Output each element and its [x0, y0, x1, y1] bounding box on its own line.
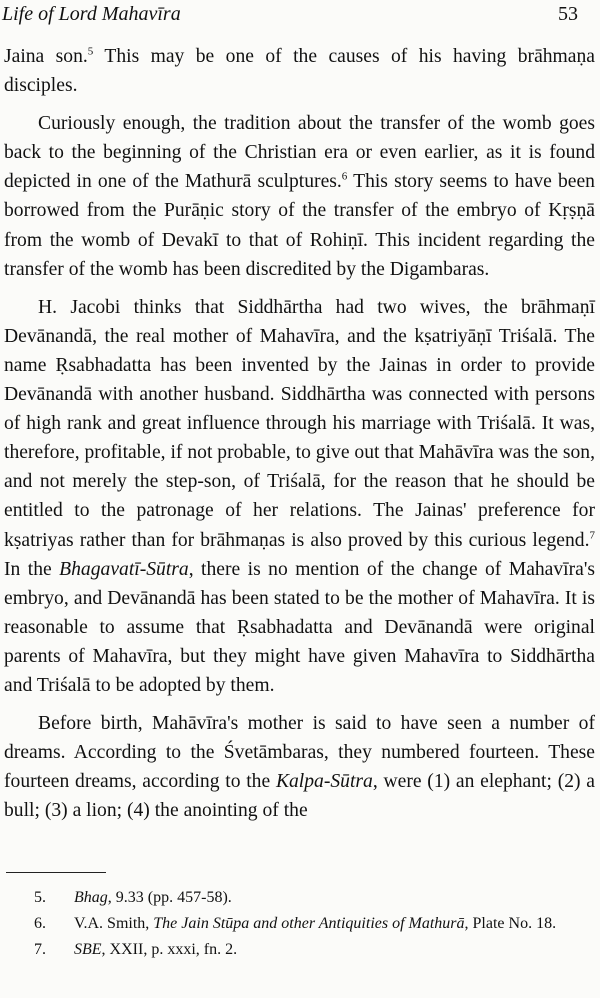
text-run: Before birth, Mahāvīra's mother is said to have seen a number of dreams. According to the Śvetāmbaras, they numbered fourteen. These fourteen dreams, according to the	[4, 713, 595, 793]
footnote-text	[74, 941, 237, 958]
footnote-ref: 6	[341, 170, 348, 183]
footnotes	[34, 886, 564, 964]
paragraph-4	[4, 709, 595, 825]
footnote-5	[34, 886, 564, 909]
text-run: This may be one of the causes of his having brāhmaṇa disciples.	[4, 46, 595, 97]
footnote-number: 5.	[34, 889, 46, 906]
footnote-number: 6.	[34, 915, 46, 932]
footnote-text	[74, 889, 232, 906]
paragraph-2	[4, 109, 595, 284]
text-run: V.A. Smith,	[74, 915, 154, 932]
text-run: , 9.33 (pp. 457-58).	[107, 889, 232, 906]
text-run: , were (1) an elephant; (2) a bull; (3) a lion; (4) the anointing of the	[4, 771, 595, 822]
running-title: Life of Lord Mahavīra	[2, 3, 181, 25]
footnote-divider	[6, 872, 106, 873]
text-run: In the	[4, 558, 60, 580]
paragraph-1	[4, 42, 595, 100]
body-text	[4, 42, 595, 834]
italic-text: The Jain Stūpa and other Antiquities of Mathurā	[153, 915, 465, 932]
footnote-ref: 7	[589, 528, 595, 541]
text-run: , Plate No. 18.	[464, 915, 557, 932]
footnote-number: 7.	[34, 941, 46, 958]
footnote-7	[34, 938, 564, 961]
footnote-text	[74, 915, 556, 932]
text-run: Jaina son.	[4, 46, 88, 67]
page-number: 53	[558, 3, 578, 25]
italic-text: Kalpa-Sūtra	[275, 771, 373, 793]
footnote-6	[34, 912, 564, 935]
italic-text: Bhag	[74, 889, 108, 906]
text-run: H. Jacobi thinks that Siddhārtha had two wives, the brāhmaṇī Devānandā, the real mother of Mahavīra, and the kṣatriyāṇī Triśalā. The name Ṛsabhadatta has been invented by the Jainas in order to provide Devānandā with another husband. Siddhārtha was connected with persons of high rank and great influence through his marriage with Triśalā. It was, therefore, profitable, if not probable, to give out that Mahāvīra was the son, and not merely the step-son, of Triśalā, for the reason that he should be entitled to the patronage of her relations. The Jainas' preference for kṣatriyas rather than for brāhmaṇas is also proved by this curious legend.	[4, 296, 595, 551]
italic-text: SBE	[74, 941, 102, 958]
italic-text: Bhagavatī-Sūtra	[59, 558, 189, 580]
text-run: Curiously enough, the tradition about the transfer of the womb goes back to the beginning of the Christian era or even earlier, as it is found depicted in one of the Mathurā sculptures.	[4, 113, 595, 193]
footnote-ref: 5	[87, 45, 94, 58]
paragraph-3	[4, 293, 595, 700]
text-run: , XXII, p. xxxi, fn. 2.	[101, 941, 238, 958]
text-run: , there is no mention of the change of Mahavīra's embryo, and Devānandā has been stated to be the mother of Mahavīra. It is reasonable to assume that Ṛsabhadatta and Devānandā were original parents of Mahavīra, but they might have given Mahavīra to Siddhārtha and Triśalā to be adopted by them.	[4, 558, 596, 696]
page-header	[0, 0, 600, 40]
text-run: This story seems to have been borrowed from the Purāṇic story of the transfer of the embryo of Kṛṣṇā from the womb of Devakī to that of Rohiṇī. This incident regarding the transfer of the womb has been discredited by the Digambaras.	[4, 171, 595, 280]
